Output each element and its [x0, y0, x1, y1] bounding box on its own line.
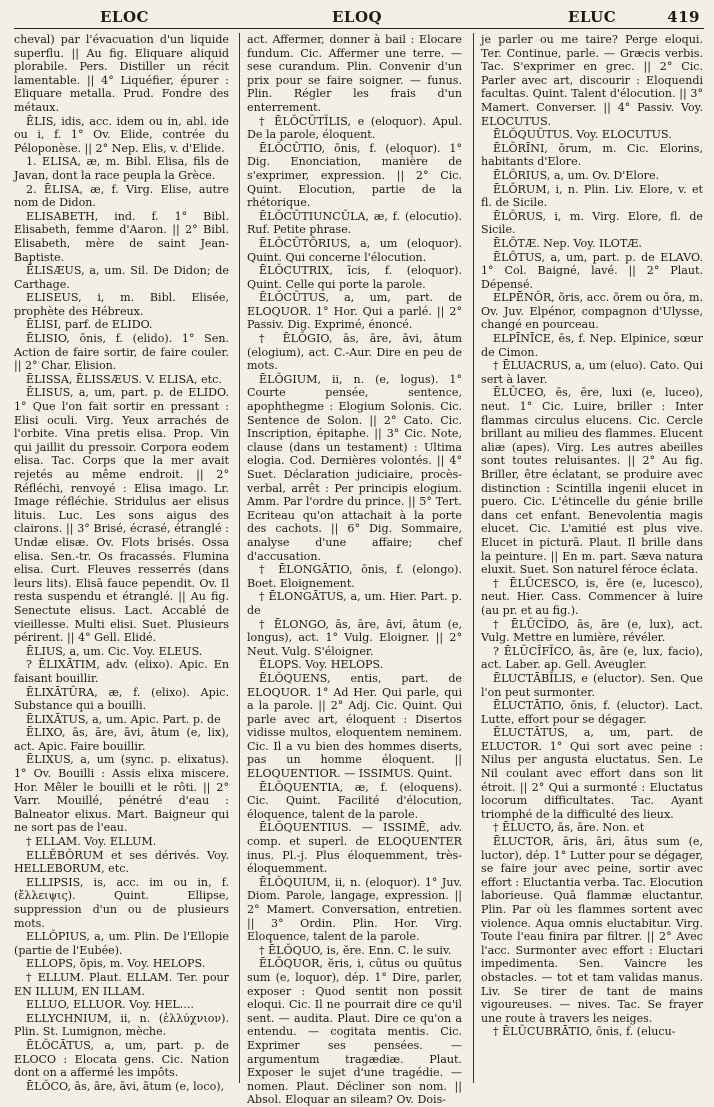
dictionary-entry: ĒLUCTĀTIO, ōnis, f. (eluctor). Lact. Lutte, effort pour se dégager.: [481, 699, 703, 726]
dictionary-entry: ELLIPSIS, is, acc. im ou in, f. (ἔλλειψις). Quint. Ellipse, suppression d'un ou de plusieurs mots.: [14, 875, 229, 930]
dictionary-entry: † ĒLŎQUO, is, ĕre. Enn. C. le suiv.: [259, 943, 452, 957]
page-number: 419: [667, 8, 700, 26]
dictionary-entry: ĒLŌRUS, i, m. Virg. Elore, fl. de Sicile.: [481, 209, 703, 237]
dictionary-entry: ĒLŎQUOR, ĕris, i, cūtus ou quūtus sum (e, loquor), dép. 1° Dire, parler, exposer : Quod sentit non possit eloqui. Cic. Il ne pourrait dire ce qu'il sent. — audita. Plaut. Dire ce qu'on a entendu. — cogitata mentis. Cic. Exprimer ses pensées. — argumentum tragædiæ. Plaut. Exposer le sujet d'une tragédie. — nomen. Plaut. Décliner son nom. || Absol. Eloquar an sileam? Ov. Dois-: [247, 957, 462, 1107]
dictionary-entry: ĒLŌRĪNI, ōrum, m. Cic. Elorins, habitants d'Elore.: [481, 141, 703, 169]
dictionary-entry: ĒLŌTUS, a, um, part. p. de ELAVO. 1° Col. Baigné, lavé. || 2° Plaut. Dépensé.: [481, 250, 703, 291]
running-head-right: ELUC: [568, 8, 617, 26]
dictionary-entry: ĒLOPS. Voy. HELOPS.: [259, 658, 384, 672]
dictionary-entry: ĒLISSA, ĒLISSÆUS. V. ELISA, etc.: [26, 372, 222, 386]
dictionary-entry: ELISABETH, ind. f. 1° Bibl. Elisabeth, femme d'Aaron. || 2° Bibl. Elisabeth, mère de saint Jean-Baptiste.: [14, 209, 229, 264]
dictionary-entry: cheval) par l'évacuation d'un liquide superflu. || Au fig. Eliquare aliquid plorabile. Pers. Distiller un récit lamentable. || 4° Liquéfier, épurer : Eliquare metalla. Prud. Fondre des métaux.: [14, 33, 229, 114]
dictionary-entry: ELLYCHNIUM, ii, n. (ἐλλύχνιον). Plin. St. Lumignon, mèche.: [14, 1011, 229, 1039]
dictionary-entry: † ĒLŎGIO, ās, āre, āvi, ātum (elogium), act. C.-Aur. Dire en peu de mots.: [247, 332, 462, 373]
dictionary-entry: ĒLŎCUTRIX, īcis, f. (eloquor). Quint. Celle qui porte la parole.: [247, 264, 462, 291]
dictionary-entry: ĒLŎQUŪTUS. Voy. ELOCUTUS.: [493, 128, 672, 142]
dictionary-entry: ĒLIS, idis, acc. idem ou in, abl. ide ou i, f. 1° Ov. Elide, contrée du Péloponèse. || 2° Nep. Elis, v. d'Elide.: [14, 114, 229, 155]
dictionary-entry: ĒLIXĀTUS, a, um. Apic. Part. p. de: [26, 712, 221, 726]
dictionary-entry: ELISEUS, i, m. Bibl. Elisée, prophète des Hébreux.: [14, 291, 229, 318]
column-divider: [239, 33, 240, 1083]
column-divider: [473, 33, 474, 1083]
dictionary-entry: ĒLŌTÆ. Nep. Voy. ILOTÆ.: [493, 236, 642, 250]
dictionary-entry: ĒLIUS, a, um. Cic. Voy. ELEUS.: [26, 644, 203, 658]
dictionary-entry: ELLOPS, ŏpis, m. Voy. HELOPS.: [26, 957, 206, 971]
dictionary-entry: ĒLŎQUENTIA, æ, f. (eloquens). Cic. Quint. Facilité d'élocution, éloquence, talent de la parole.: [247, 780, 462, 821]
dictionary-entry: † ĒLŎCŪTĬLIS, e (eloquor). Apul. De la parole, éloquent.: [247, 114, 462, 142]
dictionary-entry: ĒLŎCO, ās, āre, āvi, ātum (e, loco),: [26, 1079, 225, 1093]
column-right: [481, 33, 703, 1039]
dictionary-entry: ĒLISI, parf. de ELIDO.: [26, 318, 153, 332]
column-middle: [247, 33, 462, 1107]
dictionary-entry: † ĒLŪCESCO, is, ĕre (e, lucesco), neut. Hier. Cass. Commencer à luire (au pr. et au fig.).: [481, 576, 703, 617]
dictionary-entry: ĒLIXUS, a, um (sync. p. elixatus). 1° Ov. Bouilli : Assis elixa miscere. Hor. Mêler le bouilli et le rôti. || 2° Varr. Mouillé, pénétré d'eau : Balneator elixus. Mart. Baigneur qui ne sort pas de l'eau.: [14, 753, 229, 835]
dictionary-entry: ĒLŎCŪTIUNCŬLA, æ, f. (elocutio). Ruf. Petite phrase.: [247, 209, 462, 237]
dictionary-entry: act. Affermer, donner à bail : Elocare fundum. Cic. Affermer une terre. — sese curandum. Plin. Convenir d'un prix pour se faire soigner. — funus. Plin. Régler les frais d'un enterrement.: [247, 33, 462, 114]
dictionary-entry: ĒLUCTĀBĬLIS, e (eluctor). Sen. Que l'on peut surmonter.: [481, 671, 703, 699]
dictionary-entry: je parler ou me taire? Perge eloqui. Ter. Continue, parle. — Græcis verbis. Tac. S'exprimer en grec. || 2° Cic. Parler avec art, discourir : Eloquendi facultas. Quint. Talent d'élocution. || 3° Mamert. Converser. || 4° Passiv. Voy. ELOCUTUS.: [481, 33, 703, 128]
dictionary-entry: ELPĒNŎR, ŏris, acc. ŏrem ou ŏra, m. Ov. Juv. Elpénor, compagnon d'Ulysse, changé en pourceau.: [481, 291, 703, 332]
dictionary-entry: ĒLISUS, a, um, part. p. de ELIDO. 1° Que l'on fait sortir en pressant : Elisi oculi. Virg. Yeux arrachés de l'orbite. Vina pretis elisa. Prop. Vin qui jaillit du pressoir. Corpora eodem elisa. Tac. Corps que la mer avait rejetés au même endroit. || 2° Réfléchi, renvoyé : Elisa imago. Lr. Image réfléchie. Stridulus aer elisus lituis. Luc. Les sons aigus des clairons. || 3° Brisé, écrasé, étranglé : Undæ elisæ. Ov. Flots brisés. Ossa elisa. Sen.-tr. Os fracassés. Flumina elisa. Curt. Fleuves resserrés (dans leurs lits). Elisā fauce pependit. Ov. Il resta suspendu et étranglé. || Au fig. Senectute elisus. Lact. Accablé de vieillesse. Multi elisi. Suet. Plusieurs périrent. || 4° Gell. Elidé.: [14, 386, 229, 645]
dictionary-entry: ELLĔBŎRUM et ses dérivés. Voy. HELLEBORUM, etc.: [14, 848, 229, 876]
dictionary-entry: ĒLŌRUM, i, n. Plin. Liv. Elore, v. et fl. de Sicile.: [481, 182, 703, 210]
dictionary-entry: † ĒLŪCĬDO, ās, āre (e, lux), act. Vulg. Mettre en lumière, révéler.: [481, 617, 703, 645]
column-left: [14, 33, 229, 1093]
running-head-center: ELOQ: [332, 8, 383, 26]
dictionary-entry: † ĒLONGO, ās, āre, āvi, ātum (e, longus), act. 1° Vulg. Eloigner. || 2° Neut. Vulg. S'éloigner.: [247, 617, 462, 658]
dictionary-entry: † ELLAM. Voy. ELLUM.: [26, 835, 157, 849]
dictionary-entry: † ĒLŪCUBRĀTIO, ōnis, f. (elucu-: [493, 1025, 676, 1039]
dictionary-entry: ĒLIXĀTŪRA, æ, f. (elixo). Apic. Substance qui a bouilli.: [14, 685, 229, 713]
dictionary-entry: ĒLŎCĀTUS, a, um, part. p. de ELOCO : Elocata gens. Cic. Nation dont on a affermé les impôts.: [14, 1038, 229, 1080]
dictionary-entry: ĒLISÆUS, a, um. Sil. De Didon; de Carthage.: [14, 264, 229, 291]
dictionary-entry: ĒLŪCEO, ēs, ēre, luxi (e, luceo), neut. 1° Cic. Luire, briller : Inter flammas circulus elucens. Cic. Cercle brillant au milieu des flammes. Elucent aliæ (apes). Virg. Les autres abeilles sont toutes reluisantes. || 2° Au fig. Briller, être éclatant, se produire avec distinction : Scintilla ingenii elucet in puero. Cic. L'étincelle du génie brille dans cet enfant. Benevolentia magis elucet. Cic. L'amitié est plus vive. Elucet in picturā. Plaut. Il brille dans la peinture. || En m. part. Sæva natura eluxit. Suet. Son naturel féroce éclata.: [481, 386, 703, 577]
dictionary-entry: ? ĒLIXĀTIM, adv. (elixo). Apic. En faisant bouillir.: [14, 658, 229, 685]
dictionary-entry: ĒLŎCŪTŌRIUS, a, um (eloquor). Quint. Qui concerne l'élocution.: [247, 236, 462, 264]
dictionary-entry: ĒLŌRIUS, a, um. Ov. D'Elore.: [493, 168, 660, 182]
dictionary-entry: 1. ELISA, æ, m. Bibl. Elisa, fils de Javan, dont la race peupla la Grèce.: [14, 155, 229, 182]
dictionary-entry: † ĒLONGĀTIO, ōnis, f. (elongo). Boet. Eloignement.: [247, 563, 462, 590]
columns-area: [14, 33, 704, 1107]
dictionary-entry: ĒLŎCŪTIO, ōnis, f. (eloquor). 1° Dig. Enonciation, manière de s'exprimer, expression. || 2° Cic. Quint. Elocution, partie de la rhétorique.: [247, 141, 462, 210]
dictionary-entry: ĒLUCTOR, āris, āri, ātus sum (e, luctor), dép. 1° Lutter pour se dégager, se faire jour avec peine, sortir avec effort : Eluctantia verba. Tac. Elocution laborieuse. Quā flammæ eluctantur. Plin. Par où les flammes sortent avec violence. Aqua omnis eluctabitur. Virg. Toute l'eau finira par filtrer. || 2° Avec l'acc. Surmonter avec effort : Eluctari impedimenta. Sen. Vaincre les obstacles. — tot et tam validas manus. Liv. Se tirer de tant de mains vigoureuses. — nives. Tac. Se frayer une route à travers les neiges.: [481, 835, 703, 1025]
dictionary-entry: ? ĒLŪCĬFĬCO, ās, āre (e, lux, facio), act. Laber. ap. Gell. Aveugler.: [481, 644, 703, 672]
dictionary-entry: ELPĪNĪCE, ēs, f. Nep. Elpinice, sœur de Cimon.: [481, 332, 703, 359]
dictionary-entry: ĒLIXO, ās, āre, āvi, ātum (e, lix), act. Apic. Faire bouillir.: [14, 726, 229, 753]
dictionary-entry: ELLUO, ELLUOR. Voy. HEL....: [26, 998, 194, 1012]
running-head-left: ELOC: [100, 8, 149, 26]
dictionary-entry: ĒLŎGIUM, ii, n. (e, logus). 1° Courte pensée, sentence, apophthegme : Elogium Solonis. Cic. Sentence de Solon. || 2° Cato. Cic. Inscription, épitaphe. || 3° Cic. Note, clause (dans un testament) : Ultima elogia. Cod. Dernières volontés. || 4° Suet. Déclaration judiciaire, procès-verbal, arrêt : Per principis elogium. Amm. Par l'ordre du prince. || 5° Tert. Ecriteau qu'on attachait à la porte des cachots. || 6° Dig. Sommaire, analyse d'une affaire; chef d'accusation.: [247, 372, 462, 563]
dictionary-entry: † ĒLONGĀTUS, a, um. Hier. Part. p. de: [247, 590, 462, 617]
dictionary-entry: ELLŎPIUS, a, um. Plin. De l'Ellopie (partie de l'Eubée).: [14, 930, 229, 957]
dictionary-entry: ĒLŎCŪTUS, a, um, part. de ELOQUOR. 1° Hor. Qui a parlé. || 2° Passiv. Dig. Exprimé, énoncé.: [247, 291, 462, 332]
dictionary-entry: † ĒLUACRUS, a, um (eluo). Cato. Qui sert à laver.: [481, 359, 703, 386]
dictionary-entry: 2. ĒLISA, æ, f. Virg. Elise, autre nom de Didon.: [14, 182, 229, 210]
dictionary-entry: ĒLŎQUIUM, ii, n. (eloquor). 1° Juv. Diom. Parole, langage, expression. || 2° Mamert. Conversation, entretien. || 3° Ordin. Plin. Hor. Virg. Eloquence, talent de la parole.: [247, 875, 462, 944]
dictionary-entry: † ĒLUCTO, ās, āre. Non. et: [493, 821, 645, 835]
dictionary-entry: ĒLŎQUENS, entis, part. de ELOQUOR. 1° Ad Her. Qui parle, qui a la parole. || 2° Adj. Cic. Quint. Qui parle avec art, éloquent : Disertos vidisse multos, eloquentem neminem. Cic. Il a vu bien des hommes diserts, pas un homme éloquent. || ELOQUENTIOR. — ISSIMUS. Quint.: [247, 671, 462, 781]
dictionary-entry: ĒLISIO, ōnis, f. (elido). 1° Sen. Action de faire sortir, de faire couler. || 2° Char. Elision.: [14, 332, 229, 373]
dictionary-entry: † ELLUM. Plaut. ELLAM. Ter. pour EN ILLUM, EN ILLAM.: [14, 970, 229, 998]
dictionary-entry: ĒLŎQUENTIUS. — ISSIMĒ, adv. comp. et superl. de ELOQUENTER inus. Pl.-j. Plus éloquemment, très-éloquemment.: [247, 821, 462, 876]
dictionary-entry: ĒLUCTĀTUS, a, um, part. de ELUCTOR. 1° Qui sort avec peine : Nilus per angusta eluctatus. Sen. Le Nil coulant avec effort dans son lit étroit. || 2° Qui a surmonté : Eluctatus locorum difficultates. Tac. Ayant triomphé de la difficulté des lieux.: [481, 726, 703, 821]
page-header: [14, 6, 704, 29]
